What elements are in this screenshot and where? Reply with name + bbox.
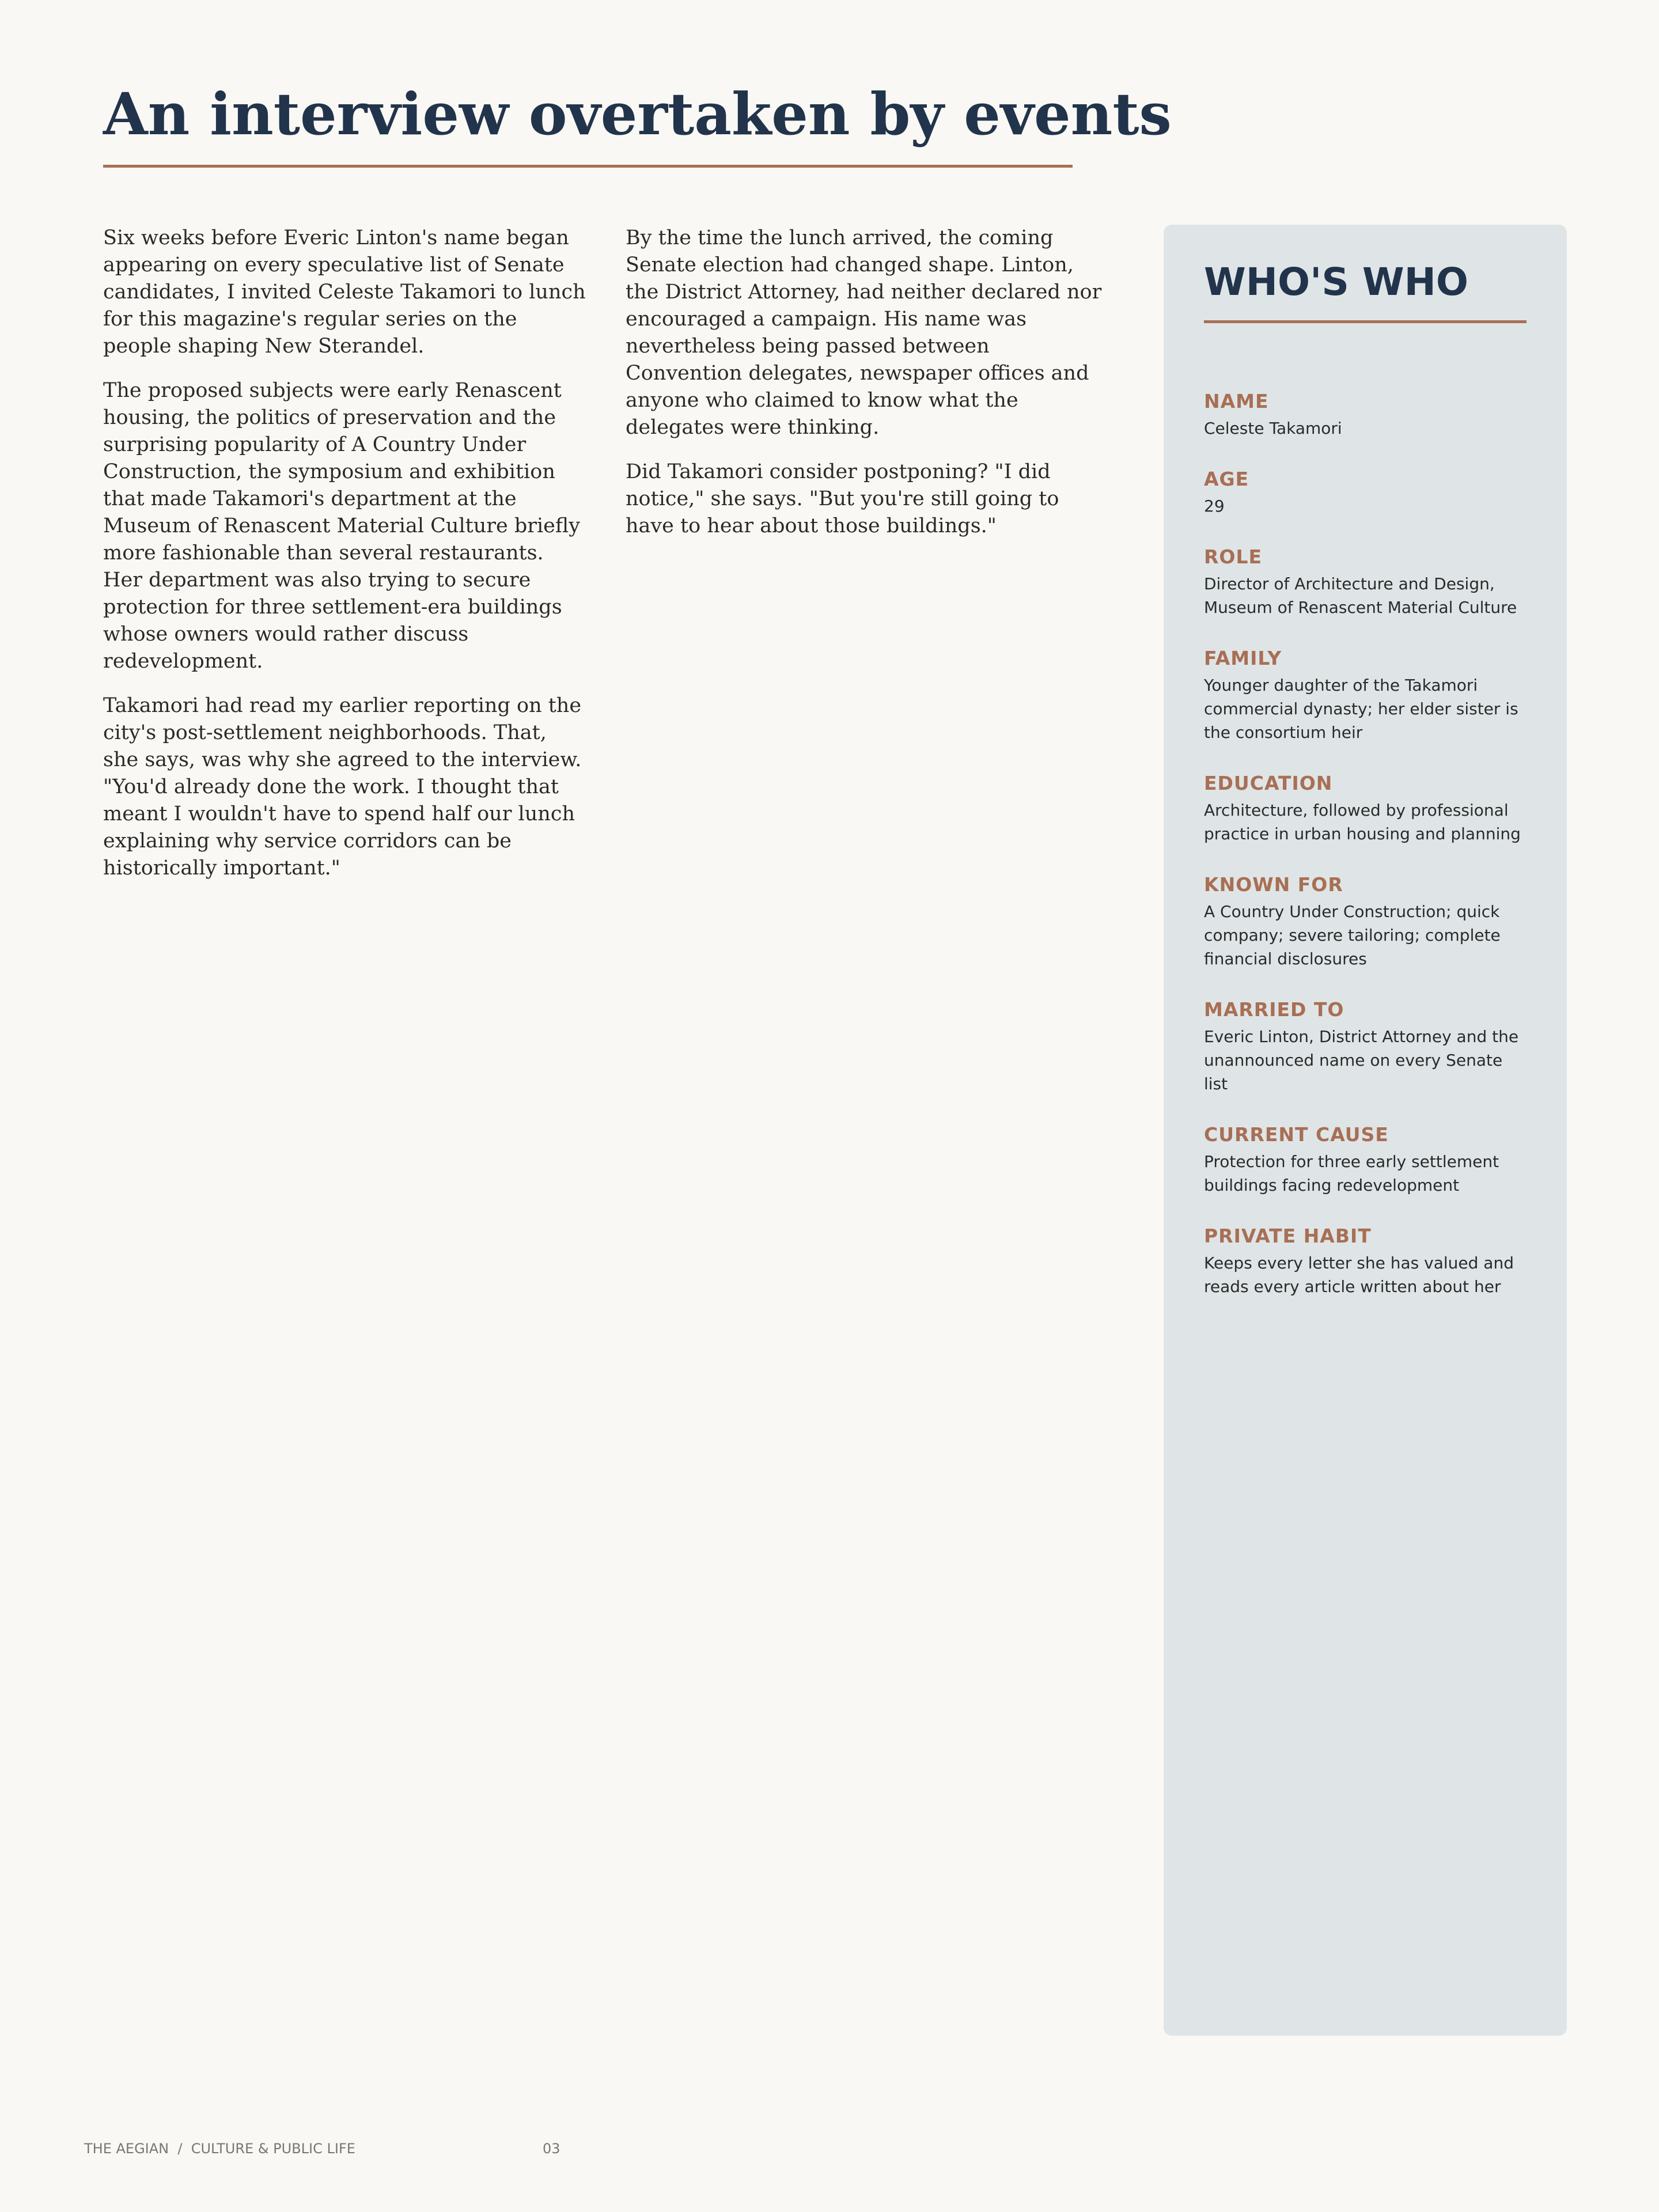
- entry-label: KNOWN FOR: [1204, 873, 1343, 896]
- profile-entry-education: [1204, 771, 1527, 846]
- entry-value: Everic Linton, District Attorney and the unannounced name on every Senate list: [1204, 1027, 1519, 1093]
- entry-value: A Country Under Construction; quick company; severe tailoring; complete financial disclosures: [1204, 902, 1501, 968]
- entry-label: MARRIED TO: [1204, 998, 1344, 1021]
- profile-entry-name: [1204, 389, 1527, 440]
- article-column-2: [626, 225, 1109, 557]
- article-paragraph: The proposed subjects were early Renascent housing, the politics of preservation and the surprising popularity of A Country Under Construction, the symposium and exhibition that made Takamori's department at the Museum of Renascent Material Culture briefly more fashionable than several restaurants. Her department was also trying to secure protection for three settlement-era buildings whose owners would rather discuss redevelopment.: [103, 379, 580, 673]
- entry-value: Architecture, followed by professional practice in urban housing and planning: [1204, 801, 1521, 843]
- entry-label: AGE: [1204, 468, 1249, 490]
- entry-value: Younger daughter of the Takamori commercial dynasty; her elder sister is the consortium heir: [1204, 676, 1518, 742]
- article-paragraph: Did Takamori consider postponing? "I did notice," she says. "But you're still going to have to hear about those buildings.": [626, 460, 1059, 537]
- entry-label: EDUCATION: [1204, 772, 1333, 794]
- profile-entry-role: [1204, 544, 1527, 619]
- profile-entry-family: [1204, 646, 1527, 744]
- entry-label: PRIVATE HABIT: [1204, 1225, 1372, 1247]
- profile-entry-age: [1204, 467, 1527, 518]
- profile-entry-known-for: [1204, 872, 1527, 971]
- entry-value: Celeste Takamori: [1204, 419, 1342, 438]
- entry-label: CURRENT CAUSE: [1204, 1123, 1389, 1146]
- entry-value: 29: [1204, 497, 1225, 516]
- sidebar-divider: [1204, 320, 1527, 323]
- footer-page-number: 03: [543, 2141, 560, 2157]
- entry-label: NAME: [1204, 390, 1269, 412]
- profile-entry-married-to: [1204, 997, 1527, 1096]
- article-paragraph: By the time the lunch arrived, the coming Senate election had changed shape. Linton, the District Attorney, had neither declared nor encouraged a campaign. His name was nevertheless being passed between Convention delegates, newspaper offices and anyone who claimed to know what the delegates were thinking.: [626, 226, 1102, 439]
- entry-value: Protection for three early settlement buildings facing redevelopment: [1204, 1152, 1499, 1195]
- whos-who-sidebar: [1164, 225, 1567, 2036]
- entry-label: ROLE: [1204, 546, 1263, 568]
- entry-value: Keeps every letter she has valued and reads every article written about her: [1204, 1253, 1514, 1296]
- article-paragraph: Six weeks before Everic Linton's name began appearing on every speculative list of Senate candidates, I invited Celeste Takamori to lunch for this magazine's regular series on the people shaping New Sterandel.: [103, 226, 586, 358]
- entry-label: FAMILY: [1204, 647, 1282, 669]
- article-title: An interview overtaken by events: [103, 80, 1172, 148]
- article-column-1: [103, 225, 587, 899]
- title-divider: [103, 165, 1073, 168]
- sidebar-title: WHO'S WHO: [1204, 260, 1469, 304]
- article-paragraph: Takamori had read my earlier reporting on the city's post-settlement neighborhoods. That, she says, was why she agreed to the interview. "You'd already done the work. I thought that meant I wouldn't have to spend half our lunch explaining why service corridors can be historically important.": [103, 694, 582, 880]
- entry-value: Director of Architecture and Design, Museum of Renascent Material Culture: [1204, 574, 1517, 617]
- profile-entry-current-cause: [1204, 1122, 1527, 1197]
- footer-publication: THE AEGIAN / CULTURE & PUBLIC LIFE: [84, 2141, 355, 2157]
- profile-entry-private-habit: [1204, 1224, 1527, 1298]
